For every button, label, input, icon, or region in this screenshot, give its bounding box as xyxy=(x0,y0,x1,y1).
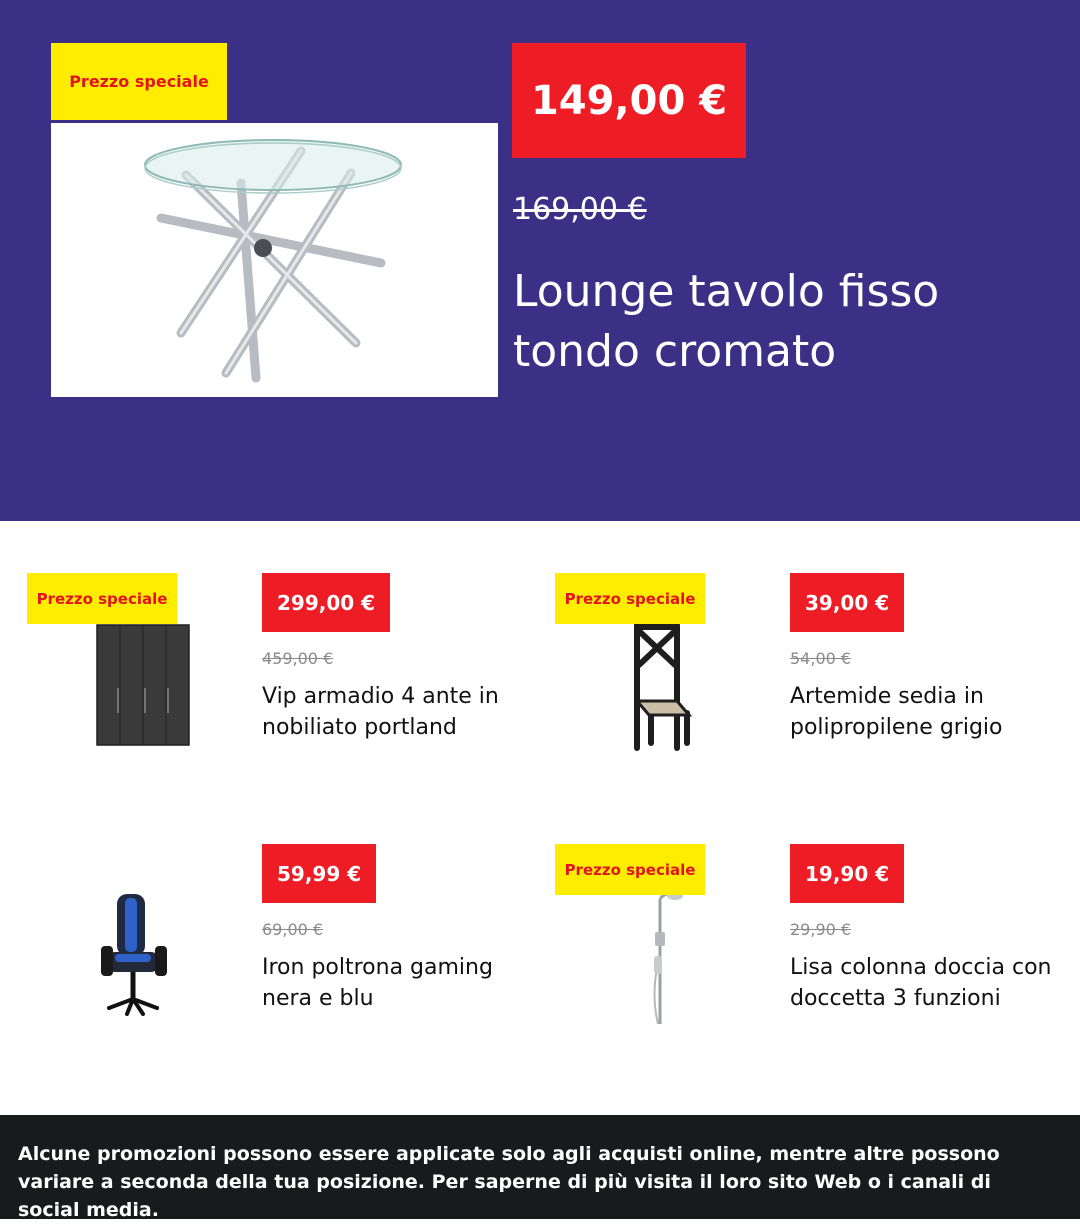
disclaimer-text: Alcune promozioni possono essere applicate solo agli acquisti online, mentre altre possono variare a seconda della tua posizione. Per saperne di più visita il loro sito Web o i canali di social media. xyxy=(18,1143,1000,1221)
product-old-price: 69,00 € xyxy=(262,920,324,939)
gaming-chair-icon xyxy=(27,874,217,1034)
wardrobe-icon xyxy=(27,603,217,763)
product-price: 19,90 € xyxy=(790,844,904,903)
product-old-price: 29,90 € xyxy=(790,920,852,939)
special-price-badge: Prezzo speciale xyxy=(555,573,705,624)
special-price-badge: Prezzo speciale xyxy=(27,573,177,624)
hero-product-title[interactable]: Lounge tavolo fisso tondo cromato xyxy=(513,266,940,377)
product-title[interactable]: Vip armadio 4 ante in nobiliato portland xyxy=(262,684,499,740)
product-price: 59,99 € xyxy=(262,844,376,903)
shower-column-icon xyxy=(555,874,745,1034)
hero-product-image[interactable] xyxy=(51,123,498,397)
product-card[interactable] xyxy=(27,844,547,1034)
product-image[interactable] xyxy=(27,874,217,1034)
product-title[interactable]: Artemide sedia in polipropilene grigio xyxy=(790,684,1003,740)
hero-old-price: 169,00 € xyxy=(513,192,647,227)
product-title[interactable]: Lisa colonna doccia con doccetta 3 funzioni xyxy=(790,955,1052,1011)
product-card[interactable] xyxy=(555,844,1075,1034)
product-old-price: 54,00 € xyxy=(790,649,852,668)
product-price: 39,00 € xyxy=(790,573,904,632)
hero-banner[interactable] xyxy=(0,0,1080,521)
product-image[interactable] xyxy=(27,603,217,763)
product-image[interactable] xyxy=(555,874,745,1034)
product-card[interactable] xyxy=(555,573,1075,763)
product-card[interactable] xyxy=(27,573,547,763)
disclaimer-footer xyxy=(0,1115,1080,1219)
product-image[interactable] xyxy=(555,603,745,763)
hero-price: 149,00 € xyxy=(512,43,746,158)
product-title[interactable]: Iron poltrona gaming nera e blu xyxy=(262,955,493,1011)
product-price: 299,00 € xyxy=(262,573,390,632)
special-price-badge: Prezzo speciale xyxy=(51,43,227,120)
glass-round-table-icon xyxy=(51,123,498,397)
product-old-price: 459,00 € xyxy=(262,649,334,668)
chair-icon xyxy=(555,603,745,763)
special-price-badge: Prezzo speciale xyxy=(555,844,705,895)
